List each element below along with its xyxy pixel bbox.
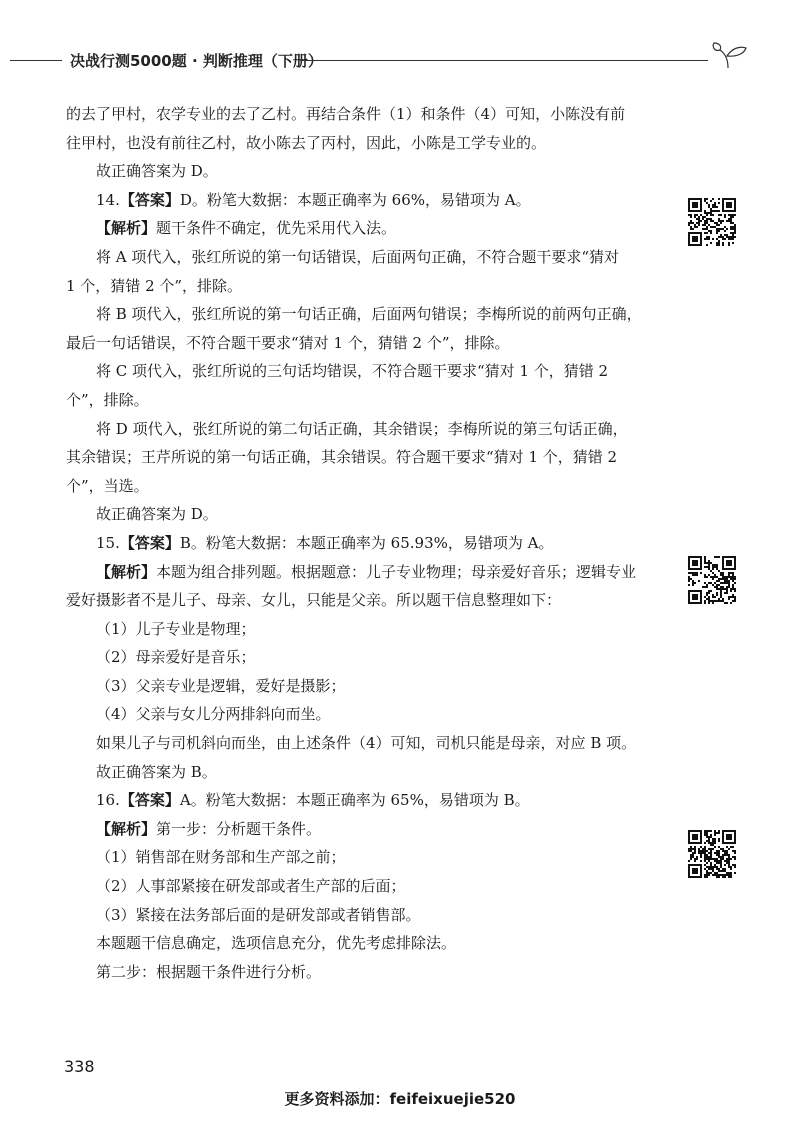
line-text: 如果儿子与司机斜向而坐，由上述条件（4）可知，司机只能是母亲，对应 B 项。 [96, 734, 637, 753]
line-text: B。粉笔大数据：本题正确率为 65.93%，易错项为 A。 [179, 533, 554, 552]
qr-code-15[interactable] [686, 554, 738, 606]
line-text: （1）儿子专业是物理； [96, 619, 256, 638]
text-line [66, 243, 666, 272]
line-text: 将 A 项代入，张红所说的第一句话错误，后面两句正确，不符合题干要求“猜对 [96, 247, 620, 266]
line-text: （3）父亲专业是逻辑，爱好是摄影； [96, 676, 346, 695]
text-line [66, 558, 666, 587]
text-line [66, 129, 666, 158]
line-text: 本题为组合排列题。根据题意：儿子专业物理；母亲爱好音乐；逻辑专业 [156, 562, 637, 581]
text-line [66, 700, 666, 729]
line-text: 个”，当选。 [66, 476, 149, 495]
section-tag: 【解析】 [96, 819, 157, 838]
text-line [66, 386, 666, 415]
header-rule-left [10, 60, 62, 61]
text-line [66, 729, 666, 758]
line-text: 往甲村，也没有前往乙村，故小陈去了丙村，因此，小陈是工学专业的。 [66, 133, 547, 152]
text-line [66, 615, 666, 644]
text-line [66, 500, 666, 529]
explanation-text [66, 100, 666, 986]
question-number: 16. [96, 791, 120, 810]
text-line [66, 272, 666, 301]
text-line [66, 843, 666, 872]
line-text: （2）人事部紧接在研发部或者生产部的后面； [96, 877, 406, 896]
section-tag: 【答案】 [119, 190, 180, 209]
text-line [66, 958, 666, 987]
line-text: （3）紧接在法务部后面的是研发部或者销售部。 [96, 905, 421, 924]
text-line [66, 872, 666, 901]
line-text: 1 个，猜错 2 个”，排除。 [66, 276, 243, 295]
line-text: （4）父亲与女儿分两排斜向而坐。 [96, 705, 331, 724]
line-text: 故正确答案为 B。 [96, 762, 217, 781]
text-line [66, 300, 666, 329]
qr-code-14[interactable] [686, 196, 738, 248]
running-header [0, 48, 800, 72]
line-text: 第二步：根据题干条件进行分析。 [96, 962, 322, 981]
text-line [66, 586, 666, 615]
text-line [66, 472, 666, 501]
line-text: 第一步：分析题干条件。 [156, 819, 322, 838]
line-text: 其余错误；王芹所说的第一句话正确，其余错误。符合题干要求“猜对 1 个，猜错 2 [66, 448, 618, 467]
text-line [66, 157, 666, 186]
line-text: 爱好摄影者不是儿子、母亲、女儿，只能是父亲。所以题干信息整理如下： [66, 591, 562, 610]
header-rule-right [300, 60, 708, 61]
line-text: 本题题干信息确定，选项信息充分，优先考虑排除法。 [96, 934, 457, 953]
book-title: 决战行测5000题 · 判断推理（下册） [70, 52, 323, 70]
text-line [66, 643, 666, 672]
text-line [66, 214, 666, 243]
line-text: 个”，排除。 [66, 390, 149, 409]
line-text: D。粉笔大数据：本题正确率为 66%，易错项为 A。 [179, 190, 531, 209]
sprout-icon [710, 40, 750, 70]
text-line [66, 815, 666, 844]
text-line [66, 100, 666, 129]
line-text: 将 C 项代入，张红所说的三句话均错误，不符合题干要求“猜对 1 个，猜错 2 [96, 362, 609, 381]
text-line [66, 329, 666, 358]
line-text: 题干条件不确定，优先采用代入法。 [156, 219, 397, 238]
page-number: 338 [64, 1057, 95, 1076]
section-tag: 【答案】 [119, 533, 180, 552]
section-tag: 【解析】 [96, 219, 157, 238]
qr-code-16[interactable] [686, 828, 738, 880]
line-text: A。粉笔大数据：本题正确率为 65%，易错项为 B。 [179, 791, 530, 810]
line-text: 将 D 项代入，张红所说的第二句话正确，其余错误；李梅所说的第三句话正确， [96, 419, 628, 438]
line-text: （2）母亲爱好是音乐； [96, 648, 256, 667]
footer-note: 更多资料添加：feifeixuejie520 [284, 1090, 516, 1108]
text-line [66, 758, 666, 787]
question-number: 14. [96, 190, 120, 209]
line-text: 将 B 项代入，张红所说的第一句话正确，后面两句错误；李梅所说的前两句正确， [96, 305, 642, 324]
text-line [66, 529, 666, 558]
line-text: 的去了甲村，农学专业的去了乙村。再结合条件（1）和条件（4）可知，小陈没有前 [66, 105, 626, 123]
text-line [66, 929, 666, 958]
line-text: 故正确答案为 D。 [96, 162, 218, 181]
text-line [66, 357, 666, 386]
line-text: （1）销售部在财务部和生产部之前； [96, 848, 346, 867]
text-line [66, 672, 666, 701]
text-line [66, 901, 666, 930]
section-tag: 【解析】 [96, 562, 157, 581]
text-line [66, 443, 666, 472]
text-line [66, 186, 666, 215]
text-line [66, 786, 666, 815]
line-text: 故正确答案为 D。 [96, 505, 218, 524]
section-tag: 【答案】 [119, 791, 180, 810]
question-number: 15. [96, 533, 120, 552]
line-text: 最后一句话错误，不符合题干要求“猜对 1 个，猜错 2 个”，排除。 [66, 333, 510, 352]
text-line [66, 415, 666, 444]
